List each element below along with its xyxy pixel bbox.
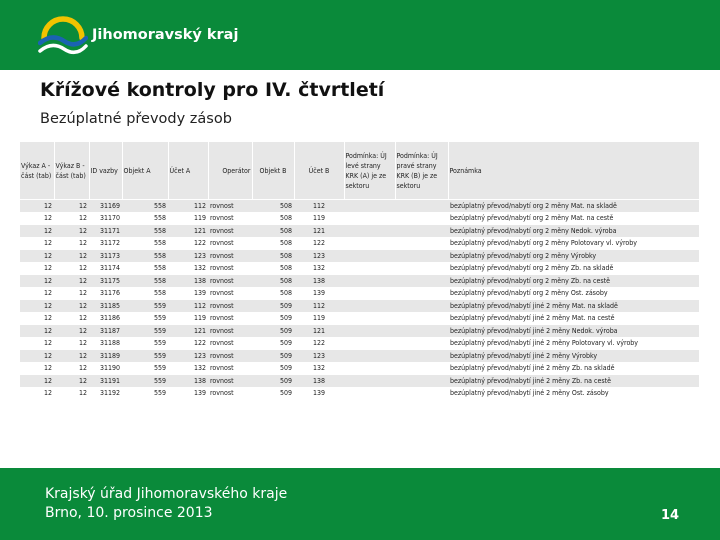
cell-ucet-b: 123 <box>294 250 344 263</box>
cell-ucet-a: 112 <box>168 200 208 213</box>
cell-vykaz-b: 12 <box>54 237 89 250</box>
slide-title: Křížové kontroly pro IV. čtvrtletí <box>40 79 385 101</box>
cell-podminka-b <box>395 225 448 238</box>
brand-name: Jihomoravský kraj <box>92 27 239 43</box>
table-row <box>20 275 699 288</box>
cell-podminka-a <box>344 312 395 325</box>
cell-id-vazby: 31174 <box>89 262 122 275</box>
header-vykaz-a: Výkaz A - část (tab) <box>20 142 54 200</box>
cell-podminka-b <box>395 337 448 350</box>
cell-podminka-b <box>395 212 448 225</box>
cell-ucet-b: 122 <box>294 237 344 250</box>
cell-podminka-a <box>344 362 395 375</box>
cell-podminka-b <box>395 350 448 363</box>
cell-id-vazby: 31189 <box>89 350 122 363</box>
cell-id-vazby: 31169 <box>89 200 122 213</box>
cell-poznamka: bezúplatný převod/nabytí org 2 měny Mat. na skladě <box>448 200 699 213</box>
cell-ucet-b: 132 <box>294 362 344 375</box>
footer-bar <box>0 468 720 540</box>
cell-objekt-a: 558 <box>122 275 168 288</box>
cell-vykaz-a: 12 <box>20 350 54 363</box>
cell-podminka-a <box>344 325 395 338</box>
cell-ucet-a: 121 <box>168 325 208 338</box>
header-podminka-b: Podmínka: ÚJ pravé strany KRK (B) je ze sektoru <box>395 142 448 200</box>
cell-vykaz-a: 12 <box>20 275 54 288</box>
cell-ucet-b: 112 <box>294 300 344 313</box>
cell-vykaz-a: 12 <box>20 225 54 238</box>
cell-ucet-b: 123 <box>294 350 344 363</box>
cell-podminka-a <box>344 212 395 225</box>
cell-vykaz-b: 12 <box>54 262 89 275</box>
cell-poznamka: bezúplatný převod/nabytí org 2 měny Zb. na skladě <box>448 262 699 275</box>
cell-vykaz-b: 12 <box>54 350 89 363</box>
cell-ucet-b: 122 <box>294 337 344 350</box>
header-id-vazby: ID vazby <box>89 142 122 200</box>
cell-poznamka: bezúplatný převod/nabytí org 2 měny Nedok. výroba <box>448 225 699 238</box>
cell-id-vazby: 31172 <box>89 237 122 250</box>
cell-objekt-a: 559 <box>122 337 168 350</box>
cell-poznamka: bezúplatný převod/nabytí jiné 2 měny Zb. na cestě <box>448 375 699 388</box>
cell-vykaz-a: 12 <box>20 300 54 313</box>
jihomoravsky-kraj-logo-icon <box>38 16 88 56</box>
cell-objekt-b: 508 <box>252 262 294 275</box>
cell-vykaz-b: 12 <box>54 275 89 288</box>
cell-podminka-b <box>395 300 448 313</box>
cell-id-vazby: 31176 <box>89 287 122 300</box>
cell-id-vazby: 31175 <box>89 275 122 288</box>
cell-vykaz-b: 12 <box>54 250 89 263</box>
cell-objekt-b: 509 <box>252 375 294 388</box>
header-ucet-a: Účet A <box>168 142 208 200</box>
cell-operator: rovnost <box>208 200 252 213</box>
cell-ucet-a: 138 <box>168 275 208 288</box>
cell-podminka-a <box>344 337 395 350</box>
cell-podminka-a <box>344 237 395 250</box>
cell-id-vazby: 31192 <box>89 387 122 399</box>
cell-objekt-b: 509 <box>252 387 294 399</box>
cell-podminka-b <box>395 325 448 338</box>
cell-id-vazby: 31190 <box>89 362 122 375</box>
header-bar <box>0 0 720 70</box>
cell-vykaz-a: 12 <box>20 212 54 225</box>
table-row <box>20 325 699 338</box>
cell-vykaz-a: 12 <box>20 262 54 275</box>
cell-vykaz-a: 12 <box>20 312 54 325</box>
cell-ucet-a: 119 <box>168 212 208 225</box>
cell-objekt-b: 508 <box>252 225 294 238</box>
cell-ucet-a: 122 <box>168 337 208 350</box>
cell-poznamka: bezúplatný převod/nabytí org 2 měny Mat. na cestě <box>448 212 699 225</box>
cell-vykaz-a: 12 <box>20 337 54 350</box>
cell-objekt-b: 509 <box>252 300 294 313</box>
table-header-row <box>20 142 699 200</box>
cell-vykaz-a: 12 <box>20 287 54 300</box>
cell-poznamka: bezúplatný převod/nabytí org 2 měny Ost. zásoby <box>448 287 699 300</box>
cell-objekt-a: 558 <box>122 200 168 213</box>
cell-ucet-b: 139 <box>294 387 344 399</box>
cell-ucet-a: 132 <box>168 262 208 275</box>
cell-ucet-a: 119 <box>168 312 208 325</box>
cell-id-vazby: 31185 <box>89 300 122 313</box>
table-row <box>20 200 699 213</box>
cell-ucet-a: 112 <box>168 300 208 313</box>
table-row <box>20 300 699 313</box>
cell-vykaz-b: 12 <box>54 375 89 388</box>
table-row <box>20 337 699 350</box>
cell-ucet-b: 138 <box>294 275 344 288</box>
cell-vykaz-a: 12 <box>20 237 54 250</box>
cell-objekt-a: 559 <box>122 387 168 399</box>
cell-poznamka: bezúplatný převod/nabytí jiné 2 měny Nedok. výroba <box>448 325 699 338</box>
cross-check-table <box>20 142 700 399</box>
cell-podminka-b <box>395 287 448 300</box>
cell-operator: rovnost <box>208 237 252 250</box>
cell-objekt-a: 558 <box>122 250 168 263</box>
cell-objekt-a: 558 <box>122 212 168 225</box>
cell-ucet-b: 119 <box>294 312 344 325</box>
header-operator: Operátor <box>208 142 252 200</box>
cell-operator: rovnost <box>208 250 252 263</box>
cell-podminka-b <box>395 312 448 325</box>
cell-podminka-a <box>344 387 395 399</box>
cell-objekt-b: 508 <box>252 200 294 213</box>
slide-subtitle: Bezúplatné převody zásob <box>40 111 232 127</box>
cell-ucet-b: 112 <box>294 200 344 213</box>
cell-podminka-b <box>395 362 448 375</box>
cell-ucet-a: 139 <box>168 287 208 300</box>
cell-operator: rovnost <box>208 262 252 275</box>
cell-podminka-a <box>344 262 395 275</box>
cell-objekt-b: 508 <box>252 237 294 250</box>
cell-ucet-b: 119 <box>294 212 344 225</box>
table-row <box>20 262 699 275</box>
cell-objekt-b: 508 <box>252 287 294 300</box>
cell-objekt-a: 559 <box>122 325 168 338</box>
cell-operator: rovnost <box>208 287 252 300</box>
cell-operator: rovnost <box>208 387 252 399</box>
cell-operator: rovnost <box>208 212 252 225</box>
cell-operator: rovnost <box>208 337 252 350</box>
cell-podminka-b <box>395 275 448 288</box>
cell-id-vazby: 31170 <box>89 212 122 225</box>
cell-vykaz-b: 12 <box>54 287 89 300</box>
cell-id-vazby: 31186 <box>89 312 122 325</box>
cell-poznamka: bezúplatný převod/nabytí jiné 2 měny Mat. na cestě <box>448 312 699 325</box>
cell-podminka-a <box>344 287 395 300</box>
cell-ucet-a: 138 <box>168 375 208 388</box>
cell-id-vazby: 31173 <box>89 250 122 263</box>
cell-vykaz-b: 12 <box>54 300 89 313</box>
cell-ucet-b: 121 <box>294 325 344 338</box>
cell-vykaz-a: 12 <box>20 200 54 213</box>
cell-poznamka: bezúplatný převod/nabytí org 2 měny Polotovary vl. výroby <box>448 237 699 250</box>
cell-vykaz-b: 12 <box>54 325 89 338</box>
cell-ucet-a: 123 <box>168 350 208 363</box>
cell-objekt-a: 559 <box>122 362 168 375</box>
page-number: 14 <box>661 508 680 523</box>
cell-operator: rovnost <box>208 275 252 288</box>
cell-podminka-a <box>344 250 395 263</box>
cell-id-vazby: 31171 <box>89 225 122 238</box>
cell-ucet-a: 123 <box>168 250 208 263</box>
cell-vykaz-a: 12 <box>20 375 54 388</box>
table-row <box>20 225 699 238</box>
cell-objekt-a: 558 <box>122 225 168 238</box>
cell-objekt-a: 558 <box>122 237 168 250</box>
table-row <box>20 312 699 325</box>
cell-objekt-b: 509 <box>252 325 294 338</box>
cell-objekt-b: 508 <box>252 250 294 263</box>
table-row <box>20 287 699 300</box>
cell-objekt-a: 558 <box>122 262 168 275</box>
cell-operator: rovnost <box>208 225 252 238</box>
cell-id-vazby: 31191 <box>89 375 122 388</box>
cell-poznamka: bezúplatný převod/nabytí org 2 měny Zb. na cestě <box>448 275 699 288</box>
cell-operator: rovnost <box>208 300 252 313</box>
cell-vykaz-b: 12 <box>54 387 89 399</box>
header-podminka-a: Podmínka: ÚJ levé strany KRK (A) je ze sektoru <box>344 142 395 200</box>
cell-vykaz-a: 12 <box>20 250 54 263</box>
table-row <box>20 375 699 388</box>
cell-objekt-a: 559 <box>122 312 168 325</box>
cell-ucet-b: 132 <box>294 262 344 275</box>
cell-operator: rovnost <box>208 350 252 363</box>
cell-objekt-b: 509 <box>252 362 294 375</box>
header-objekt-a: Objekt A <box>122 142 168 200</box>
cell-id-vazby: 31188 <box>89 337 122 350</box>
cell-podminka-a <box>344 275 395 288</box>
cell-ucet-a: 139 <box>168 387 208 399</box>
cell-objekt-b: 508 <box>252 275 294 288</box>
cell-objekt-b: 508 <box>252 212 294 225</box>
cell-ucet-a: 122 <box>168 237 208 250</box>
cell-podminka-b <box>395 262 448 275</box>
cell-podminka-b <box>395 200 448 213</box>
table-row <box>20 387 699 399</box>
cell-ucet-a: 121 <box>168 225 208 238</box>
cell-ucet-b: 138 <box>294 375 344 388</box>
table-row <box>20 212 699 225</box>
header-ucet-b: Účet B <box>294 142 344 200</box>
cell-objekt-b: 509 <box>252 350 294 363</box>
cell-ucet-b: 139 <box>294 287 344 300</box>
cell-vykaz-b: 12 <box>54 200 89 213</box>
table-row <box>20 250 699 263</box>
cell-podminka-a <box>344 375 395 388</box>
cell-operator: rovnost <box>208 362 252 375</box>
cell-vykaz-b: 12 <box>54 225 89 238</box>
cell-vykaz-b: 12 <box>54 312 89 325</box>
cell-objekt-b: 509 <box>252 337 294 350</box>
header-vykaz-b: Výkaz B - část (tab) <box>54 142 89 200</box>
cell-poznamka: bezúplatný převod/nabytí jiné 2 měny Polotovary vl. výroby <box>448 337 699 350</box>
cell-vykaz-b: 12 <box>54 362 89 375</box>
cell-id-vazby: 31187 <box>89 325 122 338</box>
cell-podminka-a <box>344 300 395 313</box>
cell-vykaz-b: 12 <box>54 212 89 225</box>
cell-operator: rovnost <box>208 312 252 325</box>
cell-objekt-a: 559 <box>122 350 168 363</box>
header-poznamka: Poznámka <box>448 142 699 200</box>
cell-podminka-b <box>395 250 448 263</box>
cell-vykaz-b: 12 <box>54 337 89 350</box>
cell-ucet-a: 132 <box>168 362 208 375</box>
cell-poznamka: bezúplatný převod/nabytí jiné 2 měny Zb. na skladě <box>448 362 699 375</box>
cell-operator: rovnost <box>208 375 252 388</box>
cell-ucet-b: 121 <box>294 225 344 238</box>
cell-podminka-b <box>395 387 448 399</box>
table-row <box>20 237 699 250</box>
cell-poznamka: bezúplatný převod/nabytí jiné 2 měny Ost. zásoby <box>448 387 699 399</box>
cell-poznamka: bezúplatný převod/nabytí org 2 měny Výrobky <box>448 250 699 263</box>
cell-operator: rovnost <box>208 325 252 338</box>
table-row <box>20 362 699 375</box>
cell-vykaz-a: 12 <box>20 325 54 338</box>
cell-poznamka: bezúplatný převod/nabytí jiné 2 měny Výrobky <box>448 350 699 363</box>
cell-objekt-a: 558 <box>122 287 168 300</box>
cell-objekt-b: 509 <box>252 312 294 325</box>
cell-podminka-b <box>395 375 448 388</box>
footer-date: Brno, 10. prosince 2013 <box>45 505 213 521</box>
table-row <box>20 350 699 363</box>
cell-podminka-b <box>395 237 448 250</box>
cell-poznamka: bezúplatný převod/nabytí jiné 2 měny Mat. na skladě <box>448 300 699 313</box>
cell-objekt-a: 559 <box>122 300 168 313</box>
cell-objekt-a: 559 <box>122 375 168 388</box>
footer-office: Krajský úřad Jihomoravského kraje <box>45 486 288 502</box>
cell-vykaz-a: 12 <box>20 387 54 399</box>
header-objekt-b: Objekt B <box>252 142 294 200</box>
cell-podminka-a <box>344 350 395 363</box>
cell-podminka-a <box>344 200 395 213</box>
cell-vykaz-a: 12 <box>20 362 54 375</box>
cell-podminka-a <box>344 225 395 238</box>
